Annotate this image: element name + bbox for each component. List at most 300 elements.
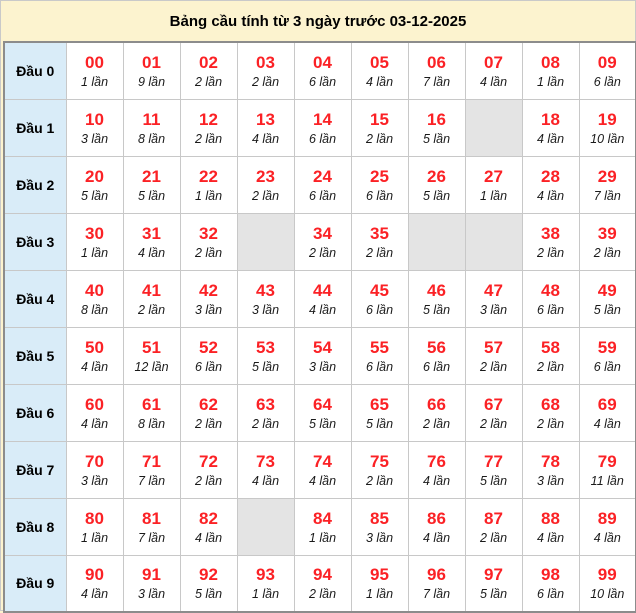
number-cell	[408, 498, 465, 555]
number-value: 46	[427, 280, 446, 300]
number-value: 71	[142, 451, 161, 471]
number-value: 19	[597, 109, 617, 129]
number-cell	[522, 498, 579, 555]
number-value: 04	[313, 52, 332, 72]
number-cell	[522, 384, 579, 441]
table-row	[4, 555, 636, 612]
number-count: 6 lần	[365, 188, 394, 203]
table-row	[4, 213, 636, 270]
table-row	[4, 42, 636, 99]
number-value: 55	[370, 337, 389, 357]
number-count: 5 lần	[194, 587, 223, 602]
number-value: 91	[142, 565, 161, 585]
number-cell	[465, 42, 522, 99]
number-count: 6 lần	[593, 74, 621, 89]
number-value: 63	[256, 394, 275, 414]
number-cell	[294, 42, 351, 99]
number-count: 5 lần	[422, 131, 451, 146]
number-value: 18	[541, 109, 560, 129]
number-value: 42	[199, 280, 218, 300]
row-label: Đầu 1	[4, 99, 66, 156]
number-count: 2 lần	[536, 416, 565, 431]
number-count: 2 lần	[194, 74, 223, 89]
number-value: 12	[199, 109, 218, 129]
number-value: 65	[370, 394, 389, 414]
number-cell	[237, 270, 294, 327]
number-count: 4 lần	[80, 587, 109, 602]
number-cell	[351, 498, 408, 555]
number-value: 94	[313, 565, 332, 585]
number-count: 3 lần	[194, 302, 223, 317]
number-cell	[351, 384, 408, 441]
number-value: 66	[427, 394, 446, 414]
number-count: 5 lần	[479, 587, 508, 602]
number-count: 2 lần	[479, 530, 508, 545]
number-count: 2 lần	[308, 587, 337, 602]
number-count: 4 lần	[308, 473, 337, 488]
number-value: 96	[427, 565, 446, 585]
number-cell	[465, 156, 522, 213]
row-label: Đầu 0	[4, 42, 66, 99]
number-count: 5 lần	[251, 359, 280, 374]
number-value: 61	[142, 394, 161, 414]
number-cell	[522, 270, 579, 327]
number-value: 82	[199, 508, 218, 528]
number-count: 6 lần	[308, 74, 337, 89]
number-value: 60	[85, 394, 104, 414]
number-count: 2 lần	[251, 416, 280, 431]
empty-cell	[237, 498, 294, 555]
number-cell	[180, 498, 237, 555]
number-cell	[522, 441, 579, 498]
number-count: 2 lần	[194, 245, 223, 260]
number-value: 74	[313, 451, 332, 471]
number-cell	[294, 327, 351, 384]
number-count: 4 lần	[422, 530, 451, 545]
table-row	[4, 441, 636, 498]
number-value: 14	[313, 109, 332, 129]
number-count: 2 lần	[536, 245, 565, 260]
number-cell	[522, 42, 579, 99]
number-count: 1 lần	[80, 245, 109, 260]
number-count: 3 lần	[251, 302, 280, 317]
number-count: 5 lần	[422, 188, 451, 203]
number-cell	[123, 213, 180, 270]
number-value: 03	[256, 52, 275, 72]
number-value: 21	[142, 166, 161, 186]
number-count: 2 lần	[365, 245, 394, 260]
number-count: 6 lần	[536, 302, 565, 317]
number-count: 8 lần	[137, 416, 166, 431]
number-count: 4 lần	[251, 473, 280, 488]
number-count: 7 lần	[422, 587, 451, 602]
number-value: 69	[597, 394, 617, 414]
number-count: 4 lần	[536, 131, 565, 146]
number-value: 80	[85, 508, 104, 528]
number-cell	[237, 441, 294, 498]
number-value: 79	[597, 451, 617, 471]
number-count: 2 lần	[194, 131, 223, 146]
number-count: 4 lần	[80, 359, 109, 374]
number-value: 86	[427, 508, 446, 528]
number-cell	[180, 327, 237, 384]
number-cell	[579, 42, 636, 99]
number-value: 09	[597, 52, 617, 72]
number-cell	[522, 327, 579, 384]
number-value: 84	[313, 508, 332, 528]
number-count: 4 lần	[479, 74, 508, 89]
number-cell	[180, 270, 237, 327]
number-value: 77	[484, 451, 503, 471]
number-count: 6 lần	[422, 359, 451, 374]
number-value: 45	[370, 280, 389, 300]
number-count: 8 lần	[80, 302, 109, 317]
number-cell	[123, 99, 180, 156]
number-cell	[66, 384, 123, 441]
row-label: Đầu 4	[4, 270, 66, 327]
number-count: 4 lần	[536, 530, 565, 545]
number-count: 5 lần	[308, 416, 337, 431]
number-count: 9 lần	[137, 74, 166, 89]
number-cell	[351, 156, 408, 213]
number-count: 11 lần	[590, 473, 624, 488]
number-cell	[180, 42, 237, 99]
number-count: 6 lần	[536, 587, 565, 602]
table-row	[4, 156, 636, 213]
number-cell	[294, 498, 351, 555]
number-value: 24	[313, 166, 332, 186]
number-value: 35	[370, 223, 389, 243]
number-cell	[522, 555, 579, 612]
number-cell	[408, 384, 465, 441]
number-count: 3 lần	[308, 359, 337, 374]
number-value: 48	[541, 280, 560, 300]
number-cell	[579, 270, 636, 327]
number-value: 10	[85, 109, 104, 129]
number-count: 4 lần	[536, 188, 565, 203]
number-cell	[351, 441, 408, 498]
number-cell	[465, 441, 522, 498]
number-cell	[180, 384, 237, 441]
number-cell	[294, 441, 351, 498]
number-cell	[465, 384, 522, 441]
number-value: 27	[484, 166, 503, 186]
number-cell	[180, 99, 237, 156]
number-cell	[408, 441, 465, 498]
number-value: 92	[199, 565, 218, 585]
number-value: 68	[541, 394, 560, 414]
number-count: 5 lần	[365, 416, 394, 431]
number-count: 2 lần	[593, 245, 621, 260]
number-cell	[180, 555, 237, 612]
number-value: 06	[427, 52, 446, 72]
number-cell	[579, 384, 636, 441]
number-value: 38	[541, 223, 560, 243]
table-row	[4, 327, 636, 384]
number-cell	[66, 327, 123, 384]
number-value: 95	[370, 565, 389, 585]
number-value: 64	[313, 394, 332, 414]
number-value: 57	[484, 337, 503, 357]
number-cell	[294, 270, 351, 327]
row-label: Đầu 2	[4, 156, 66, 213]
number-value: 01	[142, 52, 161, 72]
number-value: 02	[199, 52, 218, 72]
number-value: 00	[85, 52, 104, 72]
number-cell	[66, 99, 123, 156]
number-count: 1 lần	[365, 587, 394, 602]
number-value: 75	[370, 451, 389, 471]
number-count: 1 lần	[80, 74, 109, 89]
number-count: 2 lần	[194, 416, 223, 431]
number-cell	[465, 555, 522, 612]
number-count: 3 lần	[536, 473, 565, 488]
number-cell	[465, 270, 522, 327]
number-cell	[123, 270, 180, 327]
row-label: Đầu 6	[4, 384, 66, 441]
number-value: 16	[427, 109, 446, 129]
number-value: 97	[484, 565, 503, 585]
number-cell	[351, 270, 408, 327]
number-cell	[294, 555, 351, 612]
number-value: 34	[313, 223, 332, 243]
number-cell	[123, 42, 180, 99]
number-count: 2 lần	[251, 74, 280, 89]
number-count: 6 lần	[365, 359, 394, 374]
number-count: 5 lần	[137, 188, 166, 203]
row-label: Đầu 5	[4, 327, 66, 384]
number-count: 5 lần	[479, 473, 508, 488]
number-value: 98	[541, 565, 560, 585]
table-row	[4, 270, 636, 327]
number-cell	[237, 327, 294, 384]
number-count: 1 lần	[80, 530, 109, 545]
number-value: 44	[313, 280, 332, 300]
table-row	[4, 384, 636, 441]
number-cell	[351, 555, 408, 612]
number-count: 1 lần	[536, 74, 565, 89]
number-cell	[579, 99, 636, 156]
number-cell	[237, 384, 294, 441]
number-value: 13	[256, 109, 275, 129]
number-cell	[66, 498, 123, 555]
number-count: 10 lần	[590, 587, 625, 602]
number-value: 29	[597, 166, 617, 186]
number-count: 2 lần	[137, 302, 166, 317]
table-row	[4, 498, 636, 555]
number-count: 1 lần	[194, 188, 223, 203]
number-cell	[237, 99, 294, 156]
number-value: 31	[142, 223, 161, 243]
number-cell	[465, 498, 522, 555]
number-cell	[408, 327, 465, 384]
number-cell	[294, 156, 351, 213]
number-value: 52	[199, 337, 218, 357]
number-value: 07	[484, 52, 503, 72]
number-value: 70	[85, 451, 104, 471]
number-value: 15	[370, 109, 389, 129]
number-value: 59	[597, 337, 617, 357]
number-cell	[351, 327, 408, 384]
number-value: 11	[142, 109, 161, 129]
number-count: 6 lần	[194, 359, 223, 374]
number-cell	[123, 327, 180, 384]
number-count: 7 lần	[137, 473, 166, 488]
number-value: 23	[256, 166, 275, 186]
number-count: 3 lần	[137, 587, 166, 602]
cau-table-body	[4, 42, 636, 612]
number-cell	[408, 555, 465, 612]
number-count: 4 lần	[80, 416, 109, 431]
number-cell	[180, 441, 237, 498]
number-count: 3 lần	[80, 473, 109, 488]
number-count: 5 lần	[422, 302, 451, 317]
number-cell	[180, 156, 237, 213]
number-cell	[522, 99, 579, 156]
number-cell	[522, 156, 579, 213]
row-label: Đầu 3	[4, 213, 66, 270]
number-value: 41	[142, 280, 161, 300]
number-count: 5 lần	[80, 188, 109, 203]
number-cell	[408, 99, 465, 156]
number-cell	[522, 213, 579, 270]
number-cell	[123, 441, 180, 498]
empty-cell	[237, 213, 294, 270]
number-value: 50	[85, 337, 104, 357]
number-cell	[66, 213, 123, 270]
number-cell	[351, 213, 408, 270]
empty-cell	[465, 99, 522, 156]
number-value: 53	[256, 337, 275, 357]
number-value: 08	[541, 52, 560, 72]
number-value: 73	[256, 451, 275, 471]
number-count: 4 lần	[365, 74, 394, 89]
number-cell	[351, 42, 408, 99]
number-value: 30	[85, 223, 104, 243]
number-value: 62	[199, 394, 218, 414]
number-cell	[66, 441, 123, 498]
number-count: 6 lần	[308, 188, 337, 203]
number-count: 4 lần	[593, 416, 621, 431]
number-value: 54	[313, 337, 332, 357]
number-count: 7 lần	[422, 74, 451, 89]
empty-cell	[408, 213, 465, 270]
number-cell	[180, 213, 237, 270]
row-label: Đầu 7	[4, 441, 66, 498]
number-value: 99	[597, 565, 617, 585]
number-count: 1 lần	[479, 188, 508, 203]
number-value: 56	[427, 337, 446, 357]
number-value: 58	[541, 337, 560, 357]
number-value: 05	[370, 52, 389, 72]
number-count: 6 lần	[593, 359, 621, 374]
number-value: 20	[85, 166, 104, 186]
number-count: 3 lần	[479, 302, 508, 317]
number-cell	[579, 213, 636, 270]
number-cell	[294, 384, 351, 441]
number-count: 2 lần	[479, 359, 508, 374]
number-cell	[237, 555, 294, 612]
number-value: 81	[142, 508, 161, 528]
number-cell	[66, 42, 123, 99]
number-cell	[294, 213, 351, 270]
number-count: 7 lần	[593, 188, 621, 203]
number-value: 67	[484, 394, 503, 414]
number-cell	[237, 42, 294, 99]
number-cell	[294, 99, 351, 156]
number-count: 2 lần	[365, 473, 394, 488]
number-value: 93	[256, 565, 275, 585]
number-cell	[465, 327, 522, 384]
number-count: 8 lần	[137, 131, 166, 146]
number-count: 2 lần	[194, 473, 223, 488]
number-value: 87	[484, 508, 503, 528]
number-cell	[579, 555, 636, 612]
number-cell	[579, 327, 636, 384]
number-value: 51	[142, 337, 161, 357]
number-count: 4 lần	[251, 131, 280, 146]
number-count: 4 lần	[194, 530, 223, 545]
number-value: 39	[597, 223, 617, 243]
number-cell	[66, 555, 123, 612]
number-cell	[237, 156, 294, 213]
number-cell	[66, 156, 123, 213]
number-cell	[408, 42, 465, 99]
number-cell	[579, 156, 636, 213]
number-value: 43	[256, 280, 275, 300]
number-cell	[579, 441, 636, 498]
number-count: 4 lần	[593, 530, 621, 545]
number-count: 2 lần	[308, 245, 337, 260]
number-count: 2 lần	[365, 131, 394, 146]
number-count: 7 lần	[137, 530, 166, 545]
number-value: 72	[199, 451, 218, 471]
number-cell	[408, 156, 465, 213]
number-cell	[123, 384, 180, 441]
number-value: 32	[199, 223, 218, 243]
number-value: 47	[484, 280, 503, 300]
number-cell	[123, 156, 180, 213]
number-count: 3 lần	[365, 530, 394, 545]
table-row	[4, 99, 636, 156]
number-value: 78	[541, 451, 560, 471]
number-count: 12 lần	[134, 359, 169, 374]
number-count: 2 lần	[536, 359, 565, 374]
number-count: 6 lần	[365, 302, 394, 317]
row-label: Đầu 8	[4, 498, 66, 555]
number-cell	[123, 498, 180, 555]
number-value: 40	[85, 280, 104, 300]
title-bar	[1, 1, 635, 41]
number-count: 6 lần	[308, 131, 337, 146]
number-value: 49	[597, 280, 617, 300]
page-title: Bảng cầu tính từ 3 ngày trước 03-12-2025	[169, 12, 467, 30]
number-value: 90	[85, 565, 104, 585]
number-count: 1 lần	[251, 587, 280, 602]
row-label: Đầu 9	[4, 555, 66, 612]
number-count: 10 lần	[590, 131, 625, 146]
number-cell	[579, 498, 636, 555]
number-count: 2 lần	[422, 416, 451, 431]
number-cell	[66, 270, 123, 327]
number-count: 2 lần	[251, 188, 280, 203]
number-value: 88	[541, 508, 560, 528]
number-count: 4 lần	[422, 473, 451, 488]
empty-cell	[465, 213, 522, 270]
number-count: 2 lần	[479, 416, 508, 431]
cau-frequency-table	[3, 41, 636, 613]
number-cell	[408, 270, 465, 327]
